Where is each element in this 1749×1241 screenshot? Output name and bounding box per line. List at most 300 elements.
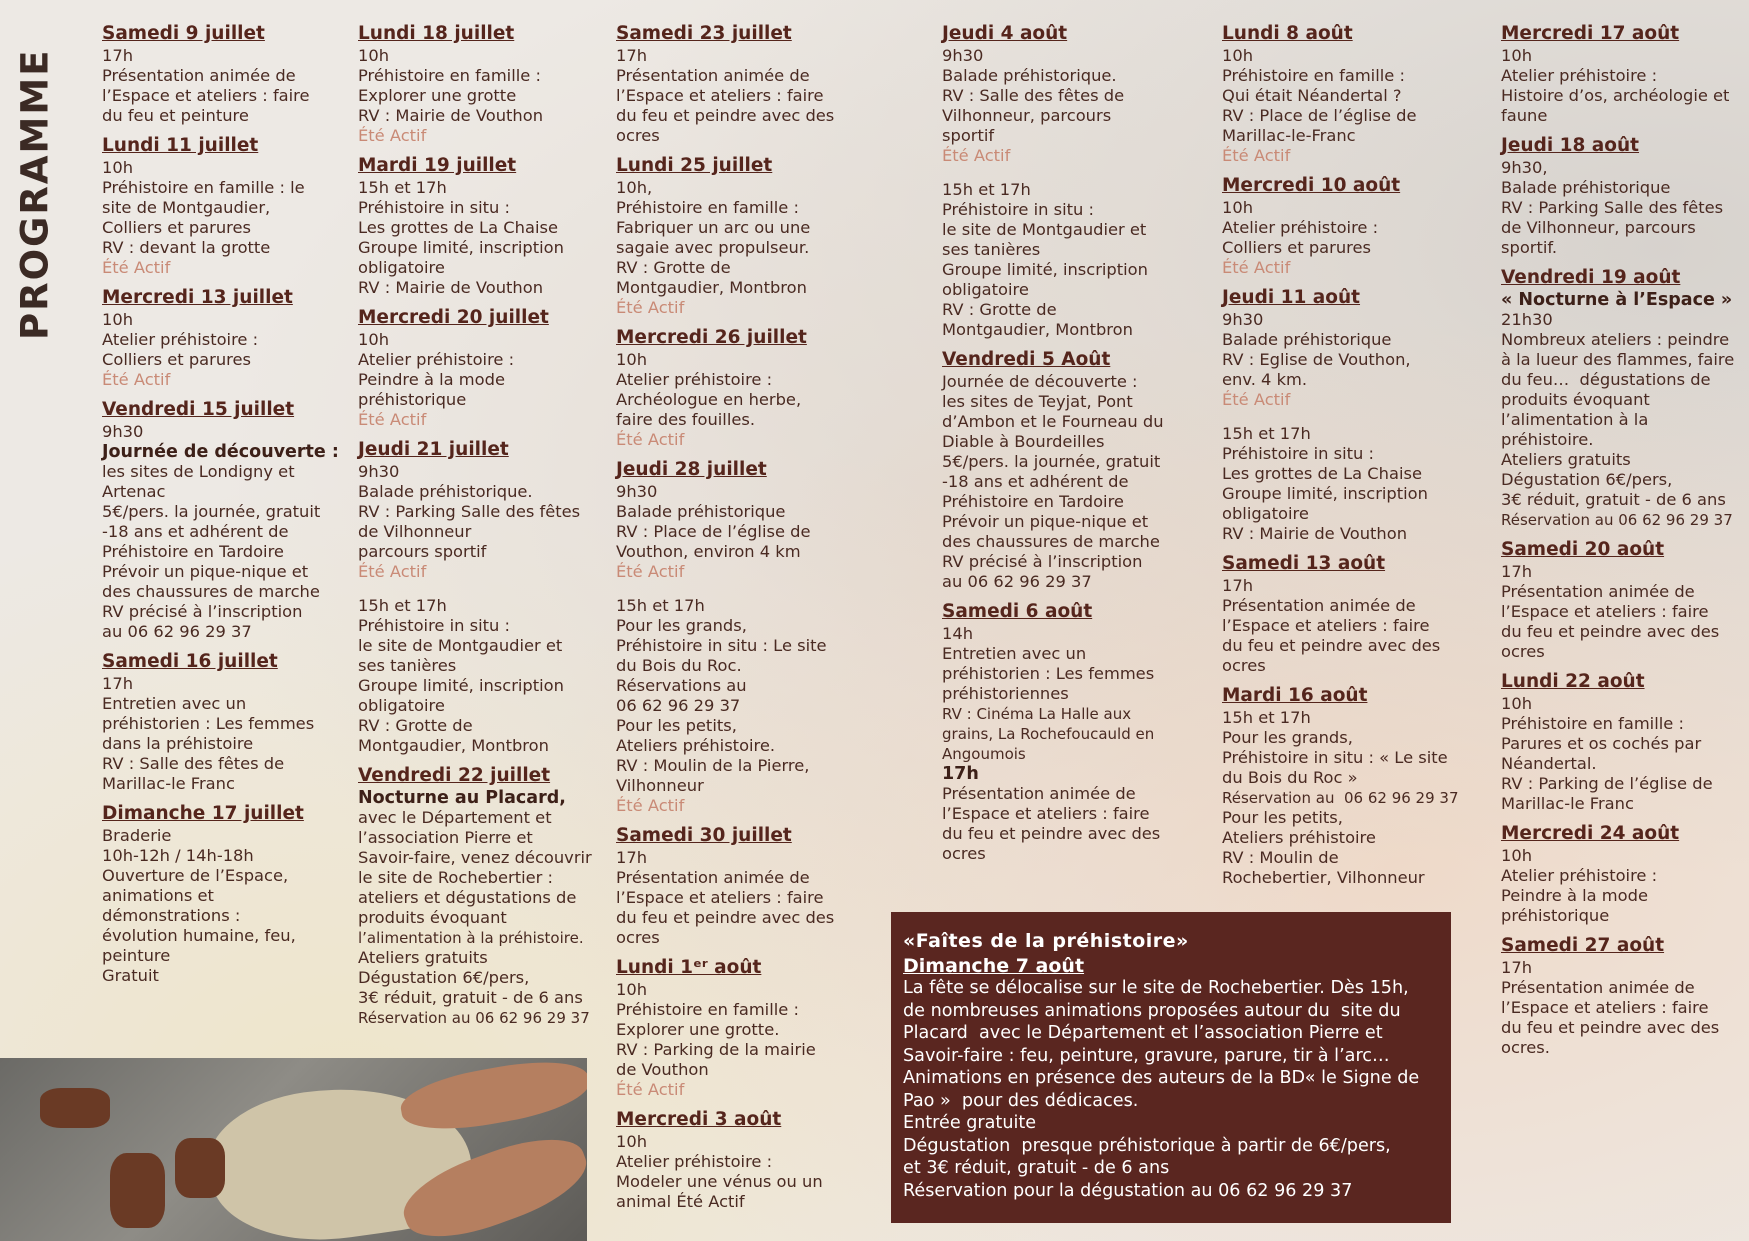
event-date: Lundi 8 août: [1222, 23, 1353, 44]
event-detail-line: Dégustation 6€/pers,: [1501, 470, 1673, 489]
fete-line: Placard avec le Département et l’association Pierre et: [903, 1023, 1383, 1043]
event-detail-line: Balade préhistorique: [1501, 178, 1671, 197]
event-detail-line: Nocturne au Placard,: [358, 788, 566, 808]
event-detail-line: 17h: [616, 46, 648, 65]
event-detail-line: Atelier préhistoire :: [616, 370, 773, 389]
event-date: Vendredi 19 août: [1501, 267, 1681, 288]
event-entry: [1501, 134, 1746, 258]
event-detail-line: RV : Parking de l’église de: [1501, 774, 1713, 793]
event-detail-line: 9h30: [102, 422, 144, 441]
event-entry: [1222, 174, 1472, 278]
ete-actif-label: Été Actif: [1222, 258, 1291, 277]
event-detail-line: ocres: [1222, 656, 1266, 675]
event-detail-line: 10h: [616, 350, 648, 369]
event-detail-line: Préhistoire en Tardoire: [942, 492, 1124, 511]
event-detail-line: Pour les grands,: [616, 616, 747, 635]
event-entry: [1501, 22, 1746, 126]
event-detail-line: Néandertal.: [1501, 754, 1597, 773]
event-detail-line: du feu et peinture: [102, 106, 249, 125]
event-detail-line: Groupe limité, inscription: [1222, 484, 1428, 503]
event-detail-line: Gratuit: [102, 966, 159, 985]
event-detail-line: Vouthon, environ 4 km: [616, 542, 801, 561]
event-detail-line: 10h: [1222, 198, 1254, 217]
event-detail-line: faire des fouilles.: [616, 410, 756, 429]
event-detail-line: Ateliers préhistoire.: [616, 736, 776, 755]
event-detail-line: Préhistoire en famille :: [1222, 66, 1405, 85]
event-entry: [1222, 286, 1472, 544]
event-detail-line: « Nocturne à l’Espace »: [1501, 290, 1733, 310]
event-date: Vendredi 22 juillet: [358, 765, 551, 786]
event-detail-line: du feu… dégustations de: [1501, 370, 1711, 389]
event-detail-line: l’Espace et ateliers : faire: [616, 888, 824, 907]
event-detail-line: Ateliers préhistoire: [1222, 828, 1376, 847]
hand-shape: [397, 1058, 587, 1139]
event-date: Mercredi 10 août: [1222, 175, 1401, 196]
stone-shape: [110, 1153, 165, 1228]
event-detail-line: 9h30,: [1501, 158, 1548, 177]
event-detail-line: Artenac: [102, 482, 166, 501]
event-detail-line: Modeler une vénus ou un: [616, 1172, 823, 1191]
event-detail-line: 14h: [942, 624, 974, 643]
event-detail-line: site de Montgaudier,: [102, 198, 271, 217]
event-detail-line: produits évoquant: [358, 908, 507, 927]
event-detail-line: 10h,: [616, 178, 653, 197]
event-detail-line: Peindre à la mode: [1501, 886, 1648, 905]
event-detail-line: avec le Département et: [358, 808, 552, 827]
event-detail-line: RV : devant la grotte: [102, 238, 271, 257]
event-detail-line: 17h: [102, 674, 134, 693]
event-detail-line: 9h30: [616, 482, 658, 501]
event-detail-line: des chaussures de marche: [102, 582, 320, 601]
event-detail-line: du feu et peindre avec des: [1222, 636, 1441, 655]
event-detail-line: Montgaudier, Montbron: [358, 736, 549, 755]
event-date: Mercredi 13 juillet: [102, 287, 293, 308]
event-detail-line: Angoumois: [942, 745, 1026, 763]
event-detail-line: RV : Eglise de Vouthon,: [1222, 350, 1411, 369]
event-detail-line: ocres: [1501, 642, 1545, 661]
fete-title: «Faîtes de la préhistoire»: [903, 930, 1189, 952]
event-detail-line: Explorer une grotte.: [616, 1020, 780, 1039]
ete-actif-label: Été Actif: [358, 562, 427, 581]
event-detail-line: Préhistoire en famille :: [1501, 714, 1684, 733]
event-detail-line: Atelier préhistoire :: [358, 350, 515, 369]
event-detail-line: 15h et 17h: [616, 596, 705, 615]
event-detail-line: 10h: [1501, 846, 1533, 865]
event-detail-line: les sites de Londigny et: [102, 462, 295, 481]
event-detail-line: Préhistoire in situ :: [358, 198, 510, 217]
event-entry: [102, 134, 342, 278]
event-entry: [942, 22, 1192, 340]
event-date: Jeudi 21 juillet: [358, 439, 509, 460]
event-entry: [1222, 22, 1472, 166]
event-detail-line: 21h30: [1501, 310, 1553, 329]
event-detail-line: Prévoir un pique-nique et: [942, 512, 1149, 531]
event-detail-line: animal Été Actif: [616, 1192, 745, 1211]
event-date: Samedi 13 août: [1222, 553, 1386, 574]
event-detail-line: l’Espace et ateliers : faire: [1222, 616, 1430, 635]
column-6: [1501, 22, 1746, 1066]
event-detail-line: Balade préhistorique: [1222, 330, 1392, 349]
event-detail-line: l’Espace et ateliers : faire: [1501, 998, 1709, 1017]
event-detail-line: 5€/pers. la journée, gratuit: [942, 452, 1161, 471]
fete-line: Réservation pour la dégustation au 06 62 96 29 37: [903, 1180, 1353, 1201]
event-detail-line: Journée de découverte :: [942, 372, 1138, 391]
event-detail-line: obligatoire: [1222, 504, 1309, 523]
event-detail-line: RV : Moulin de la Pierre,: [616, 756, 810, 775]
event-date: Mercredi 26 juillet: [616, 327, 807, 348]
event-detail-line: RV précisé à l’inscription: [102, 602, 303, 621]
event-detail-line: Atelier préhistoire :: [1222, 218, 1379, 237]
stone-shape: [175, 1138, 225, 1198]
event-detail-line: RV : Place de l’église de: [1222, 106, 1417, 125]
fete-lines: [903, 977, 1441, 1202]
ete-actif-label: Été Actif: [942, 146, 1011, 165]
event-detail-line: RV : Grotte de: [942, 300, 1057, 319]
event-detail-line: sagaie avec propulseur.: [616, 238, 810, 257]
event-detail-line: Présentation animée de: [1501, 582, 1695, 601]
event-detail-line: ocres.: [1501, 1038, 1550, 1057]
event-detail-line: le site de Montgaudier et: [942, 220, 1147, 239]
event-detail-line: Ateliers gratuits: [358, 948, 488, 967]
event-detail-line: Diable à Bourdeilles: [942, 432, 1105, 451]
event-detail-line: produits évoquant: [1501, 390, 1650, 409]
event-date: Samedi 16 juillet: [102, 651, 278, 672]
fete-box: [891, 912, 1451, 1223]
event-detail-line: Préhistoire en famille :: [358, 66, 541, 85]
event-detail-line: Réservation au 06 62 96 29 37: [1501, 511, 1733, 529]
event-date: Lundi 1ᵉʳ août: [616, 957, 762, 978]
event-detail-line: au 06 62 96 29 37: [942, 572, 1092, 591]
event-detail-line: sportif: [942, 126, 995, 145]
event-detail-line: 10h: [358, 46, 390, 65]
event-detail-line: 10h: [1501, 46, 1533, 65]
event-detail-line: RV : Mairie de Vouthon: [358, 278, 544, 297]
event-detail-line: du Bois du Roc.: [616, 656, 742, 675]
event-detail-line: Braderie: [102, 826, 172, 845]
event-detail-line: Groupe limité, inscription: [358, 238, 564, 257]
event-detail-line: faune: [1501, 106, 1548, 125]
event-detail-line: 17h: [616, 848, 648, 867]
event-detail-line: préhistoire.: [1501, 430, 1594, 449]
event-detail-line: Savoir-faire, venez découvrir: [358, 848, 592, 867]
event-detail-line: Atelier préhistoire :: [102, 330, 259, 349]
event-detail-line: RV : Mairie de Vouthon: [1222, 524, 1408, 543]
event-detail-line: Présentation animée de: [942, 784, 1136, 803]
event-detail-line: Groupe limité, inscription: [942, 260, 1148, 279]
event-date: Mardi 19 juillet: [358, 155, 517, 176]
event-entry: [616, 824, 866, 948]
event-entry: [102, 286, 342, 390]
event-detail-line: RV : Parking Salle des fêtes: [358, 502, 581, 521]
event-detail-line: Réservation au 06 62 96 29 37: [1222, 789, 1459, 807]
event-date: Jeudi 11 août: [1222, 287, 1361, 308]
event-date: Dimanche 17 juillet: [102, 803, 304, 824]
event-date: Mercredi 24 août: [1501, 823, 1680, 844]
event-detail-line: du Bois du Roc »: [1222, 768, 1358, 787]
event-detail-line: 17h: [1501, 562, 1533, 581]
event-detail-line: 5€/pers. la journée, gratuit: [102, 502, 321, 521]
event-detail-line: 9h30: [942, 46, 984, 65]
event-detail-line: 10h: [1501, 694, 1533, 713]
event-entry: [1501, 538, 1746, 662]
event-detail-line: de Vilhonneur: [358, 522, 472, 541]
fete-date: Dimanche 7 août: [903, 954, 1085, 977]
event-date: Mercredi 3 août: [616, 1109, 782, 1130]
event-detail-line: RV : Mairie de Vouthon: [358, 106, 544, 125]
event-entry: [616, 154, 866, 318]
event-detail-line: parcours sportif: [358, 542, 487, 561]
photo-hands-making-fire: [0, 1058, 587, 1241]
event-date: Vendredi 5 Août: [942, 349, 1111, 370]
event-entry: [1222, 552, 1472, 676]
event-detail-line: à la lueur des flammes, faire: [1501, 350, 1735, 369]
ete-actif-label: Été Actif: [102, 370, 171, 389]
event-detail-line: Parures et os cochés par: [1501, 734, 1702, 753]
event-detail-line: du feu et peindre avec des: [1501, 622, 1720, 641]
event-detail-line: RV : Parking de la mairie: [616, 1040, 816, 1059]
event-detail-line: ocres: [616, 928, 660, 947]
event-detail-line: 10h: [616, 1132, 648, 1151]
event-entry: [616, 956, 866, 1100]
event-detail-line: 15h et 17h: [942, 180, 1031, 199]
event-date: Samedi 6 août: [942, 601, 1093, 622]
event-detail-line: au 06 62 96 29 37: [102, 622, 252, 641]
event-detail-line: 17h: [102, 46, 134, 65]
event-detail-line: l’alimentation à la préhistoire.: [358, 929, 584, 947]
event-detail-line: sportif.: [1501, 238, 1558, 257]
event-detail-line: peinture: [102, 946, 171, 965]
fete-line: Dégustation presque préhistorique à partir de 6€/pers,: [903, 1135, 1391, 1156]
event-detail-line: Journée de découverte :: [102, 442, 339, 462]
event-date: Samedi 27 août: [1501, 935, 1665, 956]
event-detail-line: démonstrations :: [102, 906, 241, 925]
event-detail-line: Prévoir un pique-nique et: [102, 562, 309, 581]
event-detail-line: RV : Cinéma La Halle aux: [942, 705, 1132, 723]
event-detail-line: l’alimentation à la: [1501, 410, 1649, 429]
event-detail-line: l’Espace et ateliers : faire: [942, 804, 1150, 823]
event-detail-line: Nombreux ateliers : peindre: [1501, 330, 1730, 349]
event-detail-line: Archéologue en herbe,: [616, 390, 802, 409]
event-detail-line: du feu et peindre avec des: [616, 106, 835, 125]
event-entry: [102, 650, 342, 794]
column-2: [358, 22, 608, 1036]
event-detail-line: évolution humaine, feu,: [102, 926, 296, 945]
event-detail-line: Préhistoire en famille :: [616, 198, 799, 217]
fete-line: Animations en présence des auteurs de la BD« le Signe de: [903, 1068, 1420, 1088]
page-title: PROGRAMME: [13, 48, 57, 340]
event-detail-line: Réservations au: [616, 676, 747, 695]
event-detail-line: l’Espace et ateliers : faire: [1501, 602, 1709, 621]
event-detail-line: ses tanières: [942, 240, 1041, 259]
event-entry: [358, 438, 608, 756]
ete-actif-label: Été Actif: [1222, 146, 1291, 165]
event-detail-line: obligatoire: [358, 696, 445, 715]
stone-shape: [40, 1088, 110, 1128]
event-detail-line: 15h et 17h: [358, 596, 447, 615]
event-detail-line: Atelier préhistoire :: [1501, 866, 1658, 885]
event-detail-line: Ateliers gratuits: [1501, 450, 1631, 469]
event-detail-line: 3€ réduit, gratuit - de 6 ans: [358, 988, 583, 1007]
event-entry: [616, 326, 866, 450]
event-detail-line: Rochebertier, Vilhonneur: [1222, 868, 1425, 887]
event-detail-line: ocres: [616, 126, 660, 145]
event-detail-line: de Vilhonneur, parcours: [1501, 218, 1696, 237]
event-detail-line: Pour les petits,: [1222, 808, 1343, 827]
event-detail-line: d’Ambon et le Fourneau du: [942, 412, 1164, 431]
event-detail-line: Groupe limité, inscription: [358, 676, 564, 695]
event-entry: [358, 22, 608, 146]
event-detail-line: obligatoire: [942, 280, 1029, 299]
event-detail-line: Pour les petits,: [616, 716, 737, 735]
event-detail-line: Vilhonneur: [616, 776, 704, 795]
event-detail-line: les sites de Teyjat, Pont: [942, 392, 1133, 411]
event-detail-line: Colliers et parures: [1222, 238, 1372, 257]
event-entry: [616, 22, 866, 146]
event-detail-line: ocres: [942, 844, 986, 863]
event-date: Samedi 30 juillet: [616, 825, 792, 846]
event-detail-line: Présentation animée de: [102, 66, 296, 85]
event-date: Samedi 23 juillet: [616, 23, 792, 44]
event-detail-line: Réservation au 06 62 96 29 37: [358, 1009, 590, 1027]
event-entry: [942, 348, 1192, 592]
event-detail-line: Balade préhistorique.: [942, 66, 1117, 85]
event-detail-line: 10h: [102, 158, 134, 177]
event-date: Samedi 9 juillet: [102, 23, 265, 44]
event-detail-line: Marillac-le Franc: [1501, 794, 1634, 813]
event-entry: [358, 154, 608, 298]
fete-line: Pao » pour des dédicaces.: [903, 1090, 1139, 1111]
event-date: Lundi 11 juillet: [102, 135, 259, 156]
event-detail-line: Colliers et parures: [102, 218, 252, 237]
event-detail-line: préhistoriennes: [942, 684, 1069, 703]
event-detail-line: Les grottes de La Chaise: [358, 218, 558, 237]
event-detail-line: Présentation animée de: [616, 868, 810, 887]
event-date: Jeudi 28 juillet: [616, 459, 767, 480]
event-detail-line: Marillac-le-Franc: [1222, 126, 1356, 145]
event-detail-line: Pour les grands,: [1222, 728, 1353, 747]
ete-actif-label: Été Actif: [616, 1080, 685, 1099]
event-detail-line: Préhistoire in situ :: [1222, 444, 1374, 463]
event-entry: [1501, 934, 1746, 1058]
ete-actif-label: Été Actif: [616, 430, 685, 449]
event-detail-line: Peindre à la mode: [358, 370, 505, 389]
event-detail-line: 17h: [1501, 958, 1533, 977]
event-detail-line: l’Espace et ateliers : faire: [616, 86, 824, 105]
event-entry: [616, 1108, 866, 1212]
event-detail-line: Les grottes de La Chaise: [1222, 464, 1422, 483]
event-detail-line: 17h: [1222, 576, 1254, 595]
event-detail-line: l’association Pierre et: [358, 828, 533, 847]
event-detail-line: RV : Salle des fêtes de: [942, 86, 1125, 105]
event-date: Lundi 18 juillet: [358, 23, 515, 44]
event-detail-line: Montgaudier, Montbron: [942, 320, 1133, 339]
event-detail-line: Présentation animée de: [1501, 978, 1695, 997]
event-detail-line: grains, La Rochefoucauld en: [942, 725, 1155, 743]
event-entry: [1222, 684, 1472, 888]
event-detail-line: 10h: [1222, 46, 1254, 65]
event-detail-line: RV : Salle des fêtes de: [102, 754, 285, 773]
event-detail-line: Vilhonneur, parcours: [942, 106, 1112, 125]
event-entry: [942, 600, 1192, 864]
event-detail-line: RV : Grotte de: [358, 716, 473, 735]
event-detail-line: dans la préhistoire: [102, 734, 254, 753]
event-detail-line: 3€ réduit, gratuit - de 6 ans: [1501, 490, 1726, 509]
event-detail-line: 9h30: [358, 462, 400, 481]
event-detail-line: env. 4 km.: [1222, 370, 1308, 389]
event-detail-line: Préhistoire in situ : Le site: [616, 636, 827, 655]
event-detail-line: Marillac-le Franc: [102, 774, 235, 793]
event-detail-line: 17h: [942, 764, 979, 784]
fete-line: de nombreuses animations proposées autour du site du: [903, 1000, 1401, 1021]
event-detail-line: Préhistoire en famille : le: [102, 178, 305, 197]
event-detail-line: Histoire d’os, archéologie et: [1501, 86, 1730, 105]
event-detail-line: ses tanières: [358, 656, 457, 675]
ete-actif-label: Été Actif: [616, 796, 685, 815]
event-detail-line: Dégustation 6€/pers,: [358, 968, 530, 987]
event-detail-line: RV précisé à l’inscription: [942, 552, 1143, 571]
column-5: [1222, 22, 1472, 896]
event-detail-line: 10h-12h / 14h-18h: [102, 846, 254, 865]
event-detail-line: Atelier préhistoire :: [616, 1152, 773, 1171]
event-date: Samedi 20 août: [1501, 539, 1665, 560]
event-detail-line: Préhistoire in situ :: [358, 616, 510, 635]
event-detail-line: Fabriquer un arc ou une: [616, 218, 811, 237]
fete-line: Entrée gratuite: [903, 1113, 1037, 1133]
event-entry: [102, 22, 342, 126]
event-date: Mercredi 20 juillet: [358, 307, 549, 328]
event-detail-line: Préhistoire en famille :: [616, 1000, 799, 1019]
event-detail-line: Préhistoire en Tardoire: [102, 542, 284, 561]
event-detail-line: du feu et peindre avec des: [1501, 1018, 1720, 1037]
event-detail-line: Préhistoire in situ : « Le site: [1222, 748, 1448, 767]
event-detail-line: 15h et 17h: [1222, 424, 1311, 443]
event-detail-line: préhistorien : Les femmes: [102, 714, 315, 733]
event-detail-line: Balade préhistorique: [616, 502, 786, 521]
event-detail-line: RV : Grotte de: [616, 258, 731, 277]
event-detail-line: préhistorique: [358, 390, 467, 409]
event-detail-line: 9h30: [1222, 310, 1264, 329]
event-entry: [616, 458, 866, 816]
ete-actif-label: Été Actif: [616, 562, 685, 581]
event-detail-line: préhistorique: [1501, 906, 1610, 925]
event-detail-line: Montgaudier, Montbron: [616, 278, 807, 297]
event-detail-line: le site de Rochebertier :: [358, 868, 553, 887]
event-detail-line: Atelier préhistoire :: [1501, 66, 1658, 85]
event-detail-line: des chaussures de marche: [942, 532, 1160, 551]
event-detail-line: 10h: [616, 980, 648, 999]
event-entry: [102, 802, 342, 986]
event-detail-line: Qui était Néandertal ?: [1222, 86, 1402, 105]
event-detail-line: 10h: [358, 330, 390, 349]
event-detail-line: Colliers et parures: [102, 350, 252, 369]
event-detail-line: -18 ans et adhérent de: [942, 472, 1129, 491]
ete-actif-label: Été Actif: [102, 258, 171, 277]
event-date: Jeudi 4 août: [942, 23, 1068, 44]
event-detail-line: animations et: [102, 886, 214, 905]
event-detail-line: préhistorien : Les femmes: [942, 664, 1155, 683]
ete-actif-label: Été Actif: [1222, 390, 1291, 409]
event-entry: [1501, 822, 1746, 926]
event-date: Lundi 22 août: [1501, 671, 1645, 692]
event-detail-line: -18 ans et adhérent de: [102, 522, 289, 541]
column-4: [942, 22, 1192, 872]
event-detail-line: du feu et peindre avec des: [616, 908, 835, 927]
event-detail-line: de Vouthon: [616, 1060, 709, 1079]
event-detail-line: Présentation animée de: [616, 66, 810, 85]
event-entry: [102, 398, 342, 642]
event-detail-line: RV : Place de l’église de: [616, 522, 811, 541]
event-detail-line: Présentation animée de: [1222, 596, 1416, 615]
